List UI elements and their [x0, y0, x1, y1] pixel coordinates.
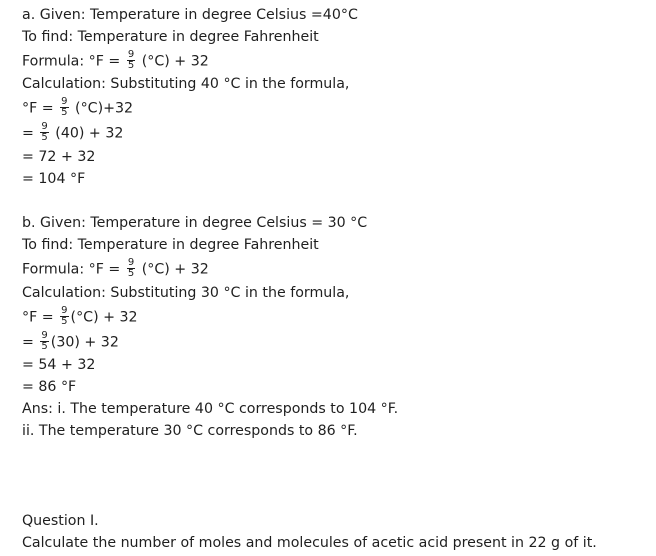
part-a-calculation: Calculation: Substituting 40 °C in the formula,: [22, 76, 350, 92]
part-b-step-2: = $\frac{9}{5}$ (30) + 32: [22, 330, 119, 352]
fraction-9-5: $\frac{9}{5}$: [127, 257, 135, 279]
part-a-given: a. Given: Temperature in degree Celsius =40°C: [22, 7, 358, 23]
part-a-to-find: To find: Temperature in degree Fahrenheit: [22, 29, 319, 45]
part-a-step-1: °F = $\frac{9}{5}$ (°C)+32: [22, 96, 134, 118]
part-b-step-3: = 54 + 32: [22, 357, 96, 373]
part-b-formula: Formula: °F = $\frac{9}{5}$ (°C) + 32: [22, 257, 209, 279]
part-b-to-find: To find: Temperature in degree Fahrenheit: [22, 237, 319, 253]
question-heading: Question I.: [22, 513, 99, 529]
answer-line-2: ii. The temperature 30 °C corresponds to 86 °F.: [22, 423, 358, 439]
part-b-given: b. Given: Temperature in degree Celsius = 30 °C: [22, 215, 368, 231]
part-a-step-3: = 72 + 32: [22, 149, 96, 165]
fraction-9-5: $\frac{9}{5}$: [61, 96, 68, 118]
fraction-9-5: $\frac{9}{5}$: [127, 49, 135, 71]
fraction-9-5: $\frac{9}{5}$: [61, 305, 68, 327]
fraction-9-5: $\frac{9}{5}$: [41, 121, 48, 143]
answer-line-1: Ans: i. The temperature 40 °C corresponds to 104 °F.: [22, 401, 399, 417]
part-a-formula: Formula: °F = $\frac{9}{5}$ (°C) + 32: [22, 49, 209, 71]
question-text: Calculate the number of moles and molecules of acetic acid present in 22 g of it.: [22, 535, 597, 551]
part-b-step-1: °F = $\frac{9}{5}$ (°C) + 32: [22, 305, 138, 327]
part-a-step-4: = 104 °F: [22, 171, 86, 187]
part-a-step-2: = $\frac{9}{5}$ (40) + 32: [22, 121, 124, 143]
fraction-9-5: $\frac{9}{5}$: [41, 330, 48, 352]
part-b-step-4: = 86 °F: [22, 379, 77, 395]
part-b-calculation: Calculation: Substituting 30 °C in the formula,: [22, 285, 350, 301]
